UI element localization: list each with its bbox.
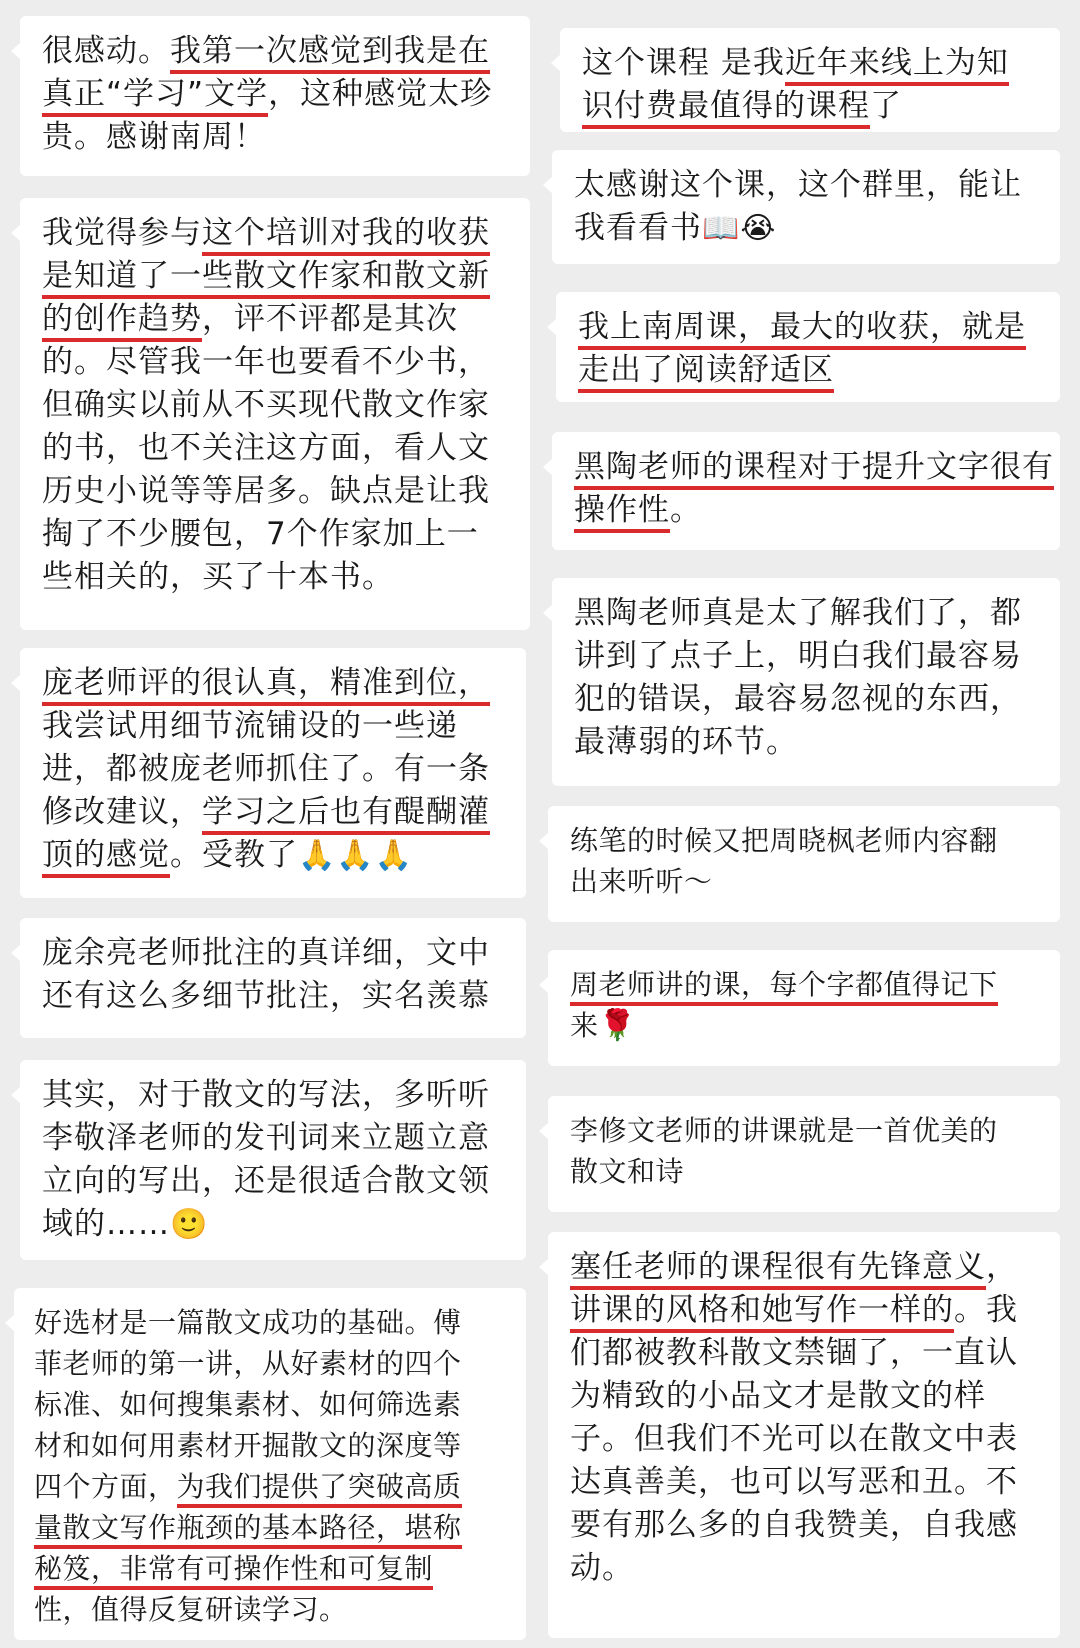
message-text: 们都被教科散文禁锢了，一直认: [570, 1335, 1018, 1371]
message-text: 这个课程 是我: [582, 45, 785, 81]
underlined-highlight-text: 我上南周课，最大的收获，就是: [578, 309, 1026, 350]
message-line: [42, 1074, 506, 1117]
message-text: 的。尽管我一年也要看不少书，: [42, 344, 490, 380]
message-text: 庞余亮老师批注的真详细，文中: [42, 935, 490, 971]
message-text: 。我: [954, 1292, 1018, 1328]
message-line: [34, 1425, 506, 1466]
emoji-icon: 🌹: [598, 1008, 637, 1043]
message-line: [42, 255, 510, 298]
message-line: [570, 1289, 1040, 1332]
message-line: [570, 964, 1040, 1005]
message-text: 历史小说等等居多。缺点是让我: [42, 473, 490, 509]
message-line: [570, 1246, 1040, 1289]
message-line: [42, 556, 510, 599]
message-text: 四个方面，: [34, 1470, 177, 1503]
message-line: [570, 1151, 1040, 1192]
chat-bubble-l4: [20, 1060, 526, 1260]
message-line: [574, 721, 1040, 764]
underlined-highlight-text: 为我们提供了突破高质: [177, 1470, 462, 1508]
chat-bubble-r5: [548, 806, 1060, 922]
message-text: 李敬泽老师的发刊词来立题立意: [42, 1120, 490, 1156]
message-line: [42, 30, 510, 73]
message-line: [578, 349, 1040, 392]
message-line: [570, 1547, 1040, 1590]
chat-bubble-l2: [20, 648, 526, 898]
message-line: [42, 1203, 506, 1246]
message-text: 。受教了: [170, 837, 298, 873]
message-line: [34, 1302, 506, 1343]
message-line: [34, 1548, 506, 1589]
message-line: [42, 470, 510, 513]
emoji-icon: 🙏🙏🙏: [298, 838, 414, 873]
message-text: 要有那么多的自我赞美，自我感: [570, 1507, 1018, 1543]
underlined-highlight-text: 庞老师评的很认真，精准到位，: [42, 665, 490, 706]
message-text: 贵。感谢南周！: [42, 119, 266, 155]
underlined-highlight-text: 塞任老师的课程很有先锋意义: [570, 1249, 986, 1290]
message-text: 很感动。: [42, 33, 170, 69]
underlined-highlight-text: 黑陶老师的课程对于提升文字很有: [574, 449, 1054, 490]
underlined-highlight-text: 量散文写作瓶颈的基本路径，堪称: [34, 1511, 462, 1549]
message-text: 子。但我们不光可以在散文中表: [570, 1421, 1018, 1457]
message-line: [570, 1504, 1040, 1547]
chat-bubble-r4: [552, 578, 1060, 786]
chat-bubble-l1: [20, 198, 530, 630]
message-text: 立向的写出，还是很适合散文领: [42, 1163, 490, 1199]
underlined-highlight-text: 操作性: [574, 492, 670, 533]
message-line: [42, 834, 506, 877]
message-line: [42, 748, 506, 791]
message-line: [574, 635, 1040, 678]
chat-bubble-l0: [20, 16, 530, 176]
underlined-highlight-text: 顶的感觉: [42, 837, 170, 878]
message-text: 我觉得参与: [42, 215, 202, 251]
message-line: [34, 1466, 506, 1507]
underlined-highlight-text: 识付费最值得的课程: [582, 88, 870, 129]
message-line: [42, 341, 510, 384]
message-line: [574, 592, 1040, 635]
message-line: [42, 116, 510, 159]
message-text: 菲老师的第一讲，从好素材的四个: [34, 1347, 462, 1380]
message-line: [42, 705, 506, 748]
message-text: 出来听听～: [570, 865, 713, 898]
message-text: 我尝试用细节流铺设的一些递: [42, 708, 458, 744]
emoji-icon: 🙂: [170, 1207, 209, 1242]
message-text: 为精致的小品文才是散文的样: [570, 1378, 986, 1414]
underlined-highlight-text: 走出了阅读舒适区: [578, 352, 834, 393]
message-line: [42, 791, 506, 834]
underlined-highlight-text: 学习之后也有醍醐灌: [202, 794, 490, 835]
message-line: [570, 1110, 1040, 1151]
underlined-highlight-text: 秘笈，非常有可操作性和可复制: [34, 1552, 433, 1590]
message-text: 犯的错误，最容易忽视的东西，: [574, 681, 1022, 717]
message-text: 李修文老师的讲课就是一首优美的: [570, 1114, 998, 1147]
message-text: 练笔的时候又把周晓枫老师内容翻: [570, 824, 998, 857]
message-text: ，: [986, 1249, 1018, 1285]
message-line: [42, 1160, 506, 1203]
emoji-icon: 📖😭: [702, 211, 777, 246]
message-text: 进，都被庞老师抓住了。有一条: [42, 751, 490, 787]
message-line: [42, 932, 506, 975]
message-line: [582, 85, 1040, 128]
message-line: [42, 1117, 506, 1160]
message-line: [42, 384, 510, 427]
message-text: 来: [570, 1009, 599, 1042]
message-line: [34, 1589, 506, 1630]
message-text: 但确实以前从不买现代散文作家: [42, 387, 490, 423]
message-line: [570, 1005, 1040, 1046]
message-line: [574, 164, 1040, 207]
message-text: 其实，对于散文的写法，多听听: [42, 1077, 490, 1113]
underlined-highlight-text: 我第一次感觉到我是在: [170, 33, 490, 74]
underlined-highlight-text: 的创作趋势: [42, 301, 202, 342]
underlined-highlight-text: 真正“学习”文学: [42, 76, 268, 117]
message-text: ，评不评都是其次: [202, 301, 458, 337]
message-line: [578, 306, 1040, 349]
underlined-highlight-text: 这个培训对我的收获: [202, 215, 490, 256]
message-line: [570, 820, 1040, 861]
message-line: [34, 1343, 506, 1384]
message-line: [42, 427, 510, 470]
chat-bubble-l3: [20, 918, 526, 1038]
message-text: 标准、如何搜集素材、如何筛选素: [34, 1388, 462, 1421]
message-line: [42, 212, 510, 255]
message-line: [570, 1375, 1040, 1418]
message-text: 的书，也不关注这方面，看人文: [42, 430, 490, 466]
chat-bubble-r0: [560, 28, 1060, 132]
chat-bubble-l5: [14, 1288, 526, 1640]
message-line: [574, 678, 1040, 721]
message-text: 修改建议，: [42, 794, 202, 830]
underlined-highlight-text: 讲课的风格和她写作一样的: [570, 1292, 954, 1333]
message-line: [570, 1332, 1040, 1375]
chat-bubble-r1: [552, 150, 1060, 264]
message-text: 些相关的，买了十本书。: [42, 559, 394, 595]
underlined-highlight-text: 近年来线上为知: [785, 45, 1009, 86]
message-text: 达真善美，也可以写恶和丑。不: [570, 1464, 1018, 1500]
chat-bubble-r6: [548, 950, 1060, 1066]
chat-bubble-r8: [548, 1232, 1060, 1638]
message-line: [42, 975, 506, 1018]
message-text: 材和如何用素材开掘散文的深度等: [34, 1429, 462, 1462]
message-line: [570, 861, 1040, 902]
chat-bubble-r3: [552, 432, 1060, 550]
chat-bubble-r2: [556, 292, 1060, 402]
chat-bubble-r7: [548, 1096, 1060, 1212]
underlined-highlight-text: 周老师讲的课，每个字都值得记下: [570, 968, 998, 1006]
message-text: 域的……: [42, 1206, 170, 1242]
message-text: 散文和诗: [570, 1155, 685, 1188]
message-text: 最薄弱的环节。: [574, 724, 798, 760]
message-line: [570, 1418, 1040, 1461]
underlined-highlight-text: 是知道了一些散文作家和散文新: [42, 258, 490, 299]
message-text: 我看看书: [574, 210, 702, 246]
message-line: [574, 207, 1040, 250]
message-text: 太感谢这个课，这个群里，能让: [574, 167, 1022, 203]
message-line: [42, 298, 510, 341]
message-text: 讲到了点子上，明白我们最容易: [574, 638, 1022, 674]
message-text: 动。: [570, 1550, 634, 1586]
message-line: [582, 42, 1040, 85]
message-line: [34, 1384, 506, 1425]
message-text: 好选材是一篇散文成功的基础。傅: [34, 1306, 462, 1339]
message-text: 还有这么多细节批注，实名羡慕: [42, 978, 490, 1014]
message-line: [570, 1461, 1040, 1504]
message-text: 掏了不少腰包，7个作家加上一: [42, 516, 479, 552]
message-line: [574, 489, 1040, 532]
message-text: 。: [670, 492, 702, 528]
message-line: [42, 662, 506, 705]
message-text: 黑陶老师真是太了解我们了，都: [574, 595, 1022, 631]
message-text: 性，值得反复研读学习。: [34, 1593, 348, 1626]
message-line: [34, 1507, 506, 1548]
message-line: [42, 73, 510, 116]
message-text: 了: [870, 88, 902, 124]
message-line: [42, 513, 510, 556]
message-line: [574, 446, 1054, 489]
message-text: ，这种感觉太珍: [268, 76, 493, 112]
